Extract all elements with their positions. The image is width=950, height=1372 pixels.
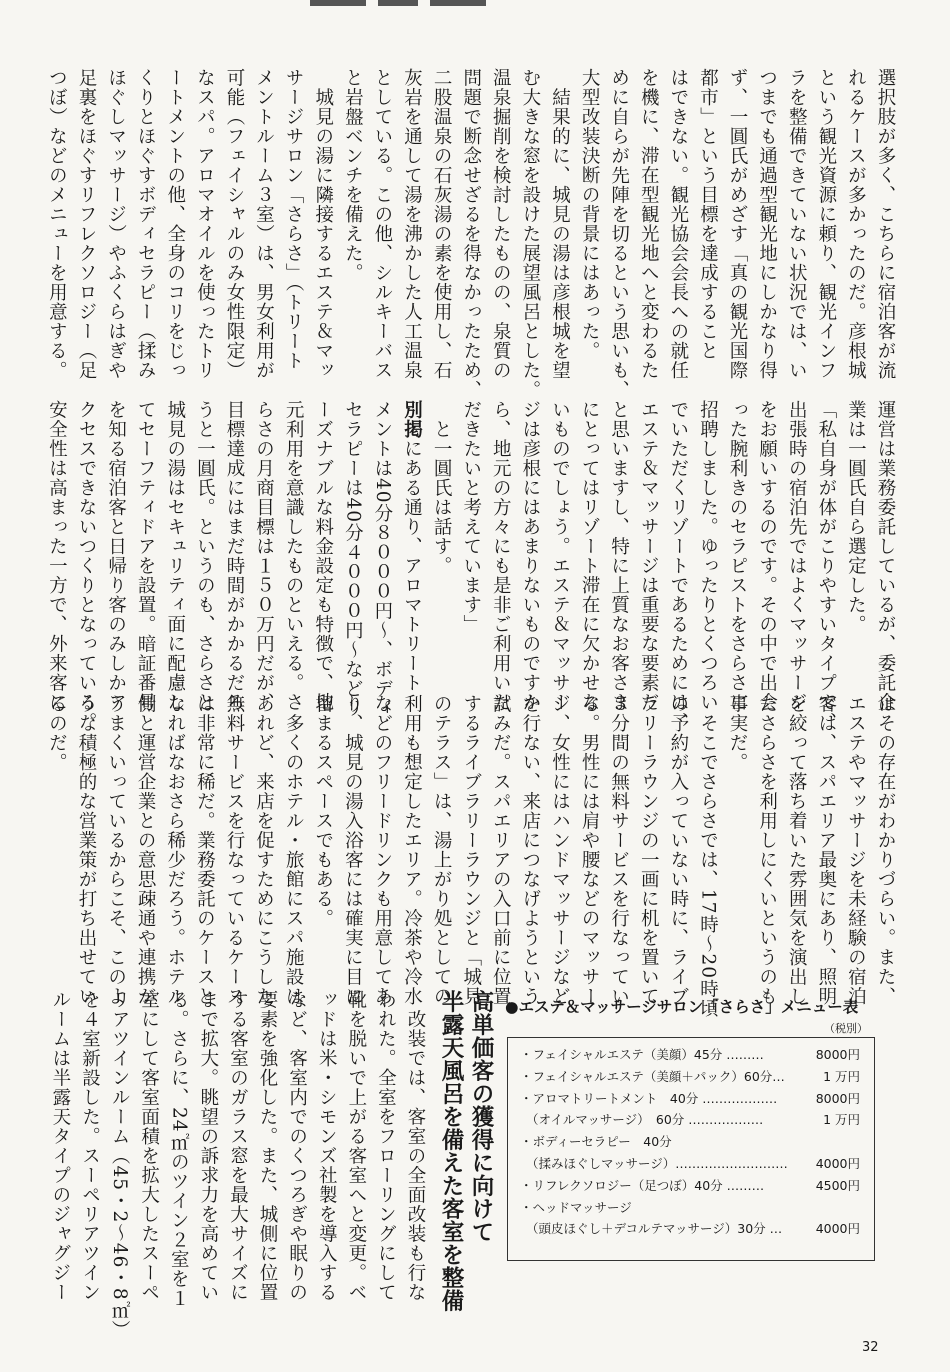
menu-item bbox=[520, 1175, 866, 1197]
text-line: 二股温泉の石灰湯の素を使用し、石 bbox=[431, 68, 453, 380]
text-line: つぼ）などのメニューを用意する。 bbox=[46, 68, 68, 380]
text-line: でいただくリゾートであるためには、 bbox=[667, 400, 689, 732]
text-line: 運営は業務委託しているが、委託企 bbox=[875, 400, 896, 712]
menu-item bbox=[520, 1218, 866, 1240]
menu-item bbox=[520, 1066, 866, 1088]
text-line: 元利用を意識したものといえる。さ bbox=[283, 400, 305, 712]
text-line: リアツインルーム（45・2〜46・8㎡） bbox=[109, 990, 131, 1340]
section-heading-2: 半露天風呂を備えた客室を整備 bbox=[438, 990, 464, 1312]
menu-item bbox=[520, 1044, 866, 1066]
text-line: ーズナブルな料金設定も特徴で、地 bbox=[312, 400, 334, 712]
text-line: 「私自身が体がこりやすいタイプで、 bbox=[815, 400, 837, 732]
text-line: にとってはリゾート滞在に欠かせな bbox=[579, 400, 601, 712]
text-line: そこでさらさでは、17時〜20時頃 bbox=[697, 694, 719, 1019]
top-edge-marks bbox=[310, 0, 570, 8]
text-line: ートメントの他、全身のコリをじっ bbox=[164, 68, 186, 380]
menu-table bbox=[507, 1037, 875, 1261]
text-line: 可能（フェイシャルのみ女性限定） bbox=[223, 68, 245, 380]
text-line: エステ＆マッサージは重要な要素だ bbox=[638, 400, 660, 712]
text-line: 靴を脱いで上がる客室へと変更。ベ bbox=[345, 990, 367, 1302]
text-line: まで拡大。眺望の訴求力を高めてい bbox=[197, 990, 219, 1302]
text-line: 城見の湯に隣接するエステ＆マッ bbox=[312, 68, 334, 380]
text-line: うまくいっているからこそ、このよ bbox=[105, 694, 127, 1006]
menu-tax-note: （税別） bbox=[824, 1022, 868, 1035]
text-line: った腕利きのセラピストをさらさに bbox=[727, 400, 749, 712]
text-line: クセスできないつくりとなっている。 bbox=[75, 400, 97, 732]
text-line: 留まるスペースでもある。 bbox=[312, 694, 334, 928]
menu-item-label: ・フェイシャルエステ（美顔＋パック）60分… bbox=[520, 1068, 785, 1084]
menu-item-label: ・ボディーセラピー 40分 bbox=[520, 1134, 672, 1150]
article-block-1 bbox=[46, 68, 900, 400]
text-line: 問題で断念せざるを得なかったため、 bbox=[460, 68, 482, 400]
text-line: 大型改装決断の背景にはあった。 bbox=[579, 68, 601, 361]
text-line: われた。全室をフローリングにして bbox=[375, 990, 397, 1302]
text-line: 足裏をほぐすリフレクソロジー（足 bbox=[75, 68, 97, 380]
menu-item-label: ・フェイシャルエステ（美顔）45分 ……… bbox=[520, 1047, 764, 1062]
text-fragment: にある通り、アロマトリート bbox=[401, 439, 423, 693]
text-line: メントルーム３室）は、男女利用が bbox=[253, 68, 275, 380]
menu-item-price: 1 万円 bbox=[823, 1068, 860, 1084]
bold-reference: 別掲 bbox=[401, 400, 423, 439]
text-line: を行ない、来店につなげようという bbox=[519, 694, 541, 1006]
text-line: など、客室内でのくつろぎや眠りの bbox=[286, 990, 308, 1302]
text-line: ッドは米・シモンズ社製を導入する bbox=[316, 990, 338, 1302]
menu-item bbox=[520, 1131, 866, 1153]
text-line: 試みだ。スパエリアの入口前に位置 bbox=[490, 694, 512, 1006]
text-line: 改装では、客室の全面改装も行な bbox=[405, 990, 426, 1302]
text-line: の予約が入っていない時に、ライブ bbox=[667, 694, 689, 1006]
text-line: エステやマッサージを未経験の宿泊 bbox=[845, 694, 867, 1006]
text-line: はその存在がわかりづらい。また、 bbox=[875, 694, 896, 1006]
article-block-2 bbox=[46, 400, 900, 732]
text-line: 無料サービスを行なっているケース bbox=[223, 694, 245, 1006]
text-line bbox=[397, 400, 427, 693]
section-heading-1: 高単価客の獲得に向けて bbox=[468, 990, 494, 1243]
text-line: を知る宿泊客と日帰り客のみしかア bbox=[105, 400, 127, 712]
text-line: 多くのホテル・旅館にスパ施設は bbox=[283, 694, 305, 1006]
text-line: 城見の湯はセキュリティ面に配慮し bbox=[164, 400, 186, 712]
text-line: と岩盤ベンチを備えた。 bbox=[342, 68, 364, 283]
text-line: 目標達成にはまだ時間がかかるだろ bbox=[223, 400, 245, 712]
menu-item-price: 8000円 bbox=[815, 1090, 860, 1106]
menu-item-label: ・アロマトリートメント 40分 ……………… bbox=[520, 1090, 778, 1106]
menu-item-price: 4000円 bbox=[815, 1155, 860, 1171]
text-line: うな積極的な営業策が打ち出せてい bbox=[75, 694, 97, 1006]
text-line: は非常に稀だ。業務委託のケースと bbox=[194, 694, 216, 1006]
text-line: たさらさを利用しにくいというのも bbox=[756, 694, 778, 1006]
text-line: サージサロン「さらさ」（トリート bbox=[283, 68, 305, 371]
text-line: を４室新設した。スーペリアツイン bbox=[79, 990, 101, 1302]
text-line: ルームは半露天タイプのジャグジー bbox=[49, 990, 71, 1302]
menu-item bbox=[520, 1153, 866, 1175]
text-line: 選択肢が多く、こちらに宿泊客が流 bbox=[875, 68, 896, 380]
text-line: れるケースが多かったのだ。彦根城 bbox=[845, 68, 867, 380]
text-line: ラを整備できていない状況では、い bbox=[786, 68, 808, 380]
menu-item-label: （揉みほぐしマッサージ）……………………… bbox=[526, 1155, 788, 1171]
text-line: 客は、スパエリア最奥にあり、照明 bbox=[815, 694, 837, 1006]
text-line: めに自らが先陣を切るという思いも、 bbox=[608, 68, 630, 400]
text-line: なればなおさら稀少だろう。ホテル bbox=[164, 694, 186, 1006]
text-line: と一圓氏は話す。 bbox=[431, 400, 453, 576]
menu-item bbox=[520, 1088, 866, 1110]
text-line: ３分間の無料サービスを行なってい bbox=[608, 694, 630, 1006]
menu-item-label: ・ヘッドマッサージ bbox=[520, 1199, 632, 1215]
page-number: 32 bbox=[862, 1340, 879, 1355]
text-line: ジは彦根にはあまりないものですか bbox=[519, 400, 541, 712]
text-line: メントは40分８０００円〜、ボディ bbox=[371, 400, 393, 719]
text-line: だきたいと考えています」 bbox=[460, 400, 482, 634]
text-line: 都市」という目標を達成すること bbox=[697, 68, 719, 361]
text-line: などのフリードリンクも用意してあ bbox=[371, 694, 393, 1006]
text-line: 招聘しました。ゆったりとくつろい bbox=[697, 400, 719, 712]
text-line: るのだ。 bbox=[46, 694, 68, 772]
text-line: 側と運営企業との意思疎通や連携が bbox=[135, 694, 157, 1006]
text-line: ら、地元の方々にも是非ご利用いた bbox=[490, 400, 512, 712]
text-line: 要素を強化した。また、城側に位置 bbox=[257, 990, 279, 1302]
text-line: という観光資源に頼り、観光インフ bbox=[815, 68, 837, 380]
text-line: はできない。観光協会会長への就任 bbox=[667, 68, 689, 380]
menu-item-price: 4000円 bbox=[815, 1221, 860, 1237]
text-line: てセーフティドアを設置。暗証番号 bbox=[135, 400, 157, 712]
text-line: する客室のガラス窓を最大サイズに bbox=[227, 990, 249, 1302]
menu-item-price: 8000円 bbox=[815, 1047, 860, 1062]
text-line: ほぐしマッサージ）やふくらはぎや bbox=[105, 68, 127, 380]
menu-item bbox=[520, 1109, 866, 1131]
text-line: 室にして客室面積を拡大したスーペ bbox=[138, 990, 160, 1302]
menu-table-title: ●エステ＆マッサージサロン「さらさ」メニュー表 bbox=[505, 998, 859, 1016]
menu-item-price: 4500円 bbox=[815, 1177, 860, 1193]
article-block-4 bbox=[49, 990, 430, 1340]
text-line: ラリーラウンジの一画に机を置いて bbox=[638, 694, 660, 1006]
text-line: 出張時の宿泊先ではよくマッサージ bbox=[786, 400, 808, 712]
menu-item bbox=[520, 1197, 866, 1219]
menu-item-label: ・リフレクソロジー（足つぼ）40分 ……… bbox=[520, 1177, 765, 1193]
text-line: うと一圓氏。というのも、さらさと bbox=[194, 400, 216, 712]
text-line: なスパ。アロマオイルを使ったトリ bbox=[194, 68, 216, 380]
text-line: ず、一圓氏がめざす「真の観光国際 bbox=[727, 68, 749, 380]
text-line: つまでも通過型観光地にしかなり得 bbox=[756, 68, 778, 380]
text-line: ジ、女性にはハンドマッサージなど bbox=[549, 694, 571, 1006]
text-line: 事実だ。 bbox=[727, 694, 749, 772]
text-line: 温泉掘削を検討したものの、泉質の bbox=[490, 68, 512, 380]
text-line: 灰岩を通して湯を沸かした人工温泉 bbox=[401, 68, 423, 380]
text-line: を絞って落ち着いた雰囲気を演出し bbox=[786, 694, 808, 1006]
text-line: 業は一圓氏自ら選定した。 bbox=[845, 400, 867, 634]
text-line: む大きな窓を設けた展望風呂とした。 bbox=[519, 68, 541, 400]
text-line: のテラス」は、湯上がり処としての bbox=[431, 694, 453, 1006]
text-line: 結果的に、城見の湯は彦根城を望 bbox=[549, 68, 571, 380]
text-line: くりとほぐすボディセラピー（揉み bbox=[135, 68, 157, 380]
text-line: 安全性は高まった一方で、外来客に bbox=[46, 400, 68, 712]
text-line: らさの月商目標は１５０万円だが、 bbox=[253, 400, 275, 712]
text-line: 利用も想定したエリア。冷茶や冷水 bbox=[401, 694, 423, 1006]
text-line: いものでしょう。エステ＆マッサー bbox=[549, 400, 571, 712]
menu-item-label: （頭皮ほぐし＋デコルテマッサージ）30分 … bbox=[526, 1221, 783, 1237]
text-line: を機に、滞在型観光地へと変わるた bbox=[638, 68, 660, 380]
menu-item-price: 1 万円 bbox=[823, 1112, 860, 1128]
text-line: としている。この他、シルキーバス bbox=[371, 68, 393, 380]
text-line: る。さらに、24㎡のツイン２室を１ bbox=[168, 990, 190, 1309]
text-line: あれど、来店を促すためにこうした bbox=[253, 694, 275, 1006]
menu-item-label: （オイルマッサージ） 60分 ……………… bbox=[526, 1112, 764, 1128]
text-line: と思いますし、特に上質なお客さま bbox=[608, 400, 630, 712]
text-line: る。男性には肩や腰などのマッサー bbox=[579, 694, 601, 1006]
text-line: セラピーは40分４０００円〜などリ bbox=[342, 400, 364, 719]
text-line: り、城見の湯入浴客には確実に目に bbox=[342, 694, 364, 1006]
text-line: をお願いするのです。その中で出会 bbox=[756, 400, 778, 712]
text-line: するライブラリーラウンジと「城見 bbox=[460, 694, 482, 1006]
